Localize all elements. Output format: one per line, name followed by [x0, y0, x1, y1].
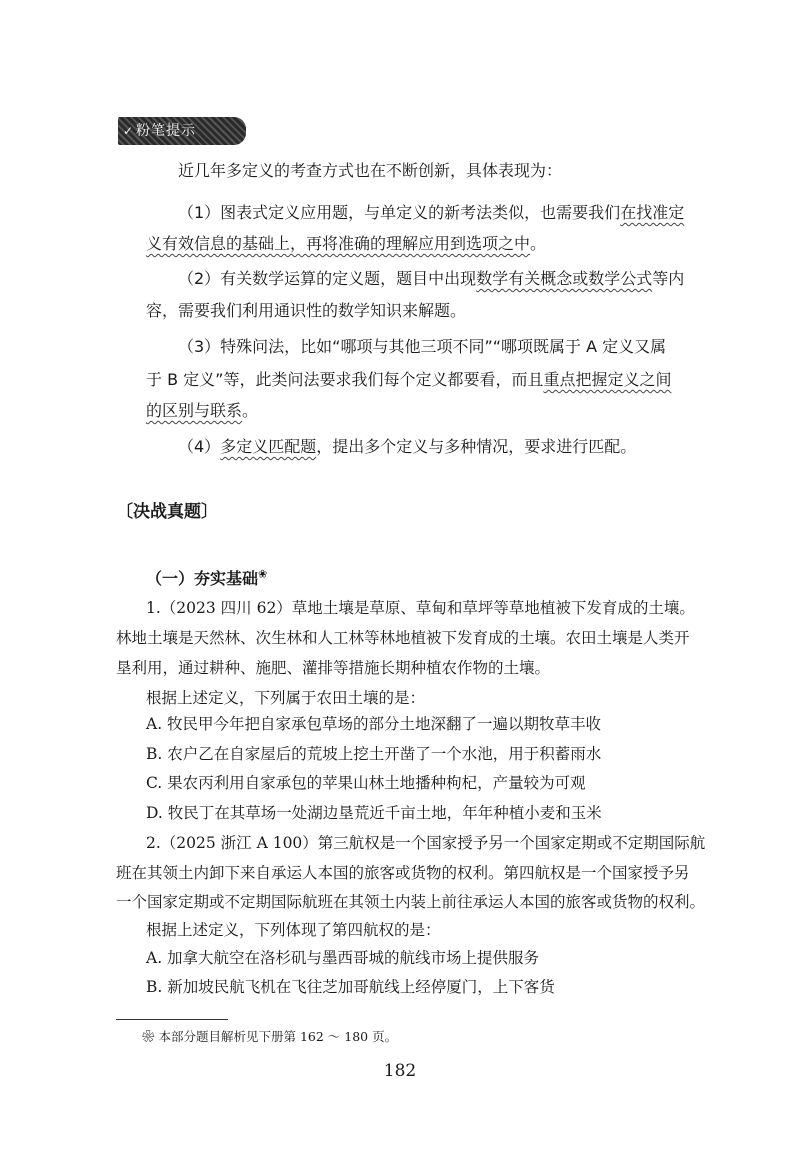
footnote-divider: [116, 1019, 228, 1020]
text-span: 。: [242, 401, 259, 420]
tip-p3-line1: （3）特殊问法，比如“哪项与其他三项不同”“哪项既属于 A 定义又属: [178, 337, 667, 356]
flower-icon: ❀: [258, 567, 268, 581]
q1-option-b: B. 农户乙在自家屋后的荒坡上挖土开凿了一个水池，用于积蓄雨水: [146, 745, 602, 763]
text-span: （4）: [178, 437, 221, 456]
tip-intro: 近几年多定义的考查方式也在不断创新，具体表现为：: [178, 161, 563, 180]
text-span: 等内: [652, 269, 685, 288]
tip-p1-line2: [146, 233, 546, 255]
text-span: ，提出多个定义与多种情况，要求进行匹配。: [316, 437, 637, 456]
q1-option-a: A. 牧民甲今年把自家承包草场的部分土地深翻了一遍以期牧草丰收: [146, 715, 602, 733]
tip-badge: [118, 117, 246, 145]
tip-p1-line1: [178, 202, 684, 224]
tip-p3-line3: [146, 400, 258, 422]
text-span: 。: [530, 234, 547, 253]
q1-stem: 根据上述定义，下列属于农田土壤的是：: [146, 689, 426, 707]
tip-p2-line2: 容，需要我们利用通识性的数学知识来解题。: [146, 301, 467, 320]
q1-option-c: C. 果农丙利用自家承包的苹果山林土地播种枸杞，产量较为可观: [146, 774, 586, 792]
page-number: 182: [383, 1061, 417, 1081]
tip-p3-line2: [146, 369, 671, 391]
text-span: （2）有关数学运算的定义题，题目中出现: [178, 269, 477, 288]
emphasis-span: 在找准定: [620, 203, 685, 222]
emphasis-span: 数学有关概念或数学公式: [476, 269, 653, 288]
emphasis-span: 重点把握定义之间: [543, 370, 672, 389]
check-icon: ✓: [123, 124, 135, 138]
q1-line1: 1.（2023 四川 62）草地土壤是草原、草甸和草坪等草地植被下发育成的土壤。: [146, 599, 695, 617]
subsection-title: [146, 566, 267, 589]
q1-option-d: D. 牧民丁在其草场一处湖边垦荒近千亩土地，年年种植小麦和玉米: [146, 804, 602, 822]
q1-line3: 垦利用，通过耕种、施肥、灌排等措施长期种植农作物的土壤。: [116, 659, 551, 677]
text-span: （1）图表式定义应用题，与单定义的新考法类似，也需要我们: [178, 203, 621, 222]
q2-option-b: B. 新加坡民航飞机在飞往芝加哥航线上经停厦门，上下客货: [146, 978, 555, 996]
tip-header: 粉笔提示: [136, 123, 196, 139]
q2-line2: 班在其领土内卸下来自承运人本国的旅客或货物的权利。第四航权是一个国家授予另: [116, 864, 690, 882]
tip-p4: [178, 436, 636, 458]
q2-option-a: A. 加拿大航空在洛杉矶与墨西哥城的航线市场上提供服务: [146, 949, 540, 967]
tip-p2-line1: [178, 268, 684, 290]
emphasis-span: 义有效信息的基础上，再将准确的理解应用到选项之中: [146, 234, 531, 253]
subsection-label: （一）夯实基础: [146, 569, 259, 588]
q2-line1: 2.（2025 浙江 A 100）第三航权是一个国家授予另一个国家定期或不定期国际航: [146, 834, 706, 852]
q1-line2: 林地土壤是天然林、次生林和人工林等林地植被下发育成的土壤。农田土壤是人类开: [116, 629, 690, 647]
q2-line3: 一个国家定期或不定期国际航班在其领土内装上前往承运人本国的旅客或货物的权利。: [116, 893, 706, 911]
emphasis-span: 的区别与联系: [146, 401, 243, 420]
text-span: 于 B 定义”等，此类问法要求我们每个定义都要看，而且: [146, 370, 544, 389]
section-title: 〔决战真题〕: [116, 502, 218, 522]
q2-stem: 根据上述定义，下列体现了第四航权的是：: [146, 921, 441, 939]
footnote: ❀ 本部分题目解析见下册第 162 ～ 180 页。: [142, 1029, 398, 1044]
emphasis-span: 多定义匹配题: [220, 437, 317, 456]
